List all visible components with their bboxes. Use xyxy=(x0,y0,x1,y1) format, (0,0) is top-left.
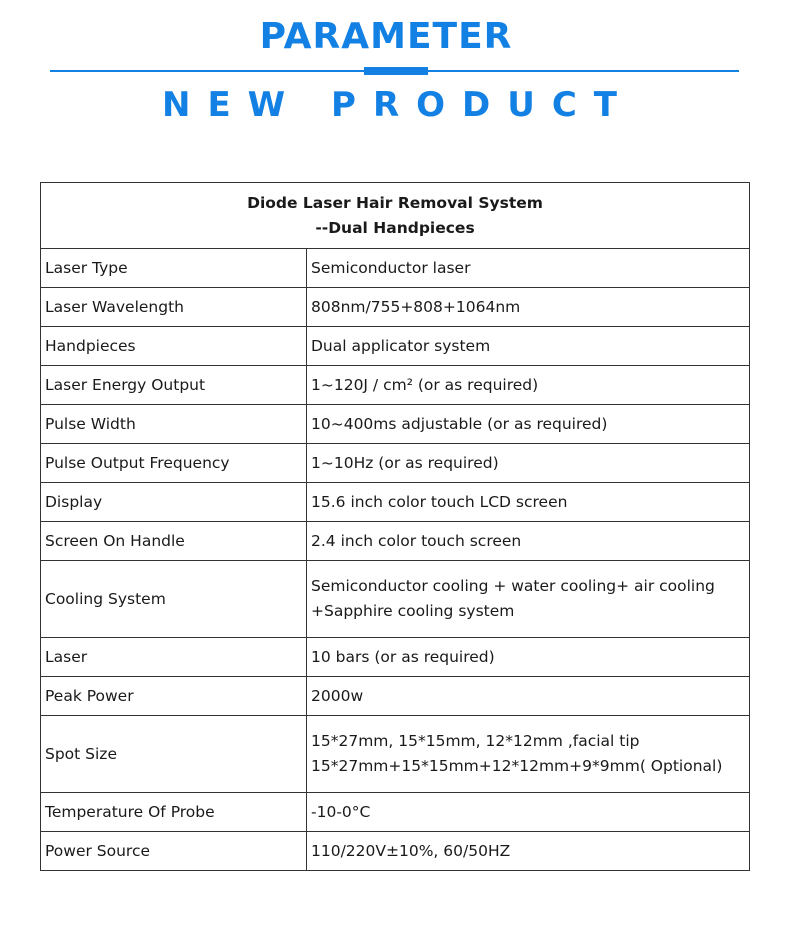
table-row xyxy=(41,638,750,677)
table-row xyxy=(41,327,750,366)
table-row xyxy=(41,716,750,793)
row-value-line: Semiconductor cooling + water cooling+ air cooling xyxy=(311,577,715,595)
table-heading-row xyxy=(41,183,750,249)
row-value-line: 15*27mm+15*15mm+12*12mm+9*9mm( Optional) xyxy=(311,757,723,775)
title-divider-accent xyxy=(364,67,428,75)
row-value xyxy=(307,288,750,327)
row-label: Spot Size xyxy=(41,716,307,793)
row-value-line: 2000w xyxy=(311,686,364,705)
row-value xyxy=(307,444,750,483)
row-value xyxy=(307,366,750,405)
row-value xyxy=(307,793,750,832)
table-row xyxy=(41,366,750,405)
row-value-line: 808nm/755+808+1064nm xyxy=(311,297,521,316)
table-row xyxy=(41,249,750,288)
table-row xyxy=(41,793,750,832)
row-value-line: -10-0°C xyxy=(311,802,371,821)
row-label: Cooling System xyxy=(41,561,307,638)
table-heading-line1: Diode Laser Hair Removal System xyxy=(247,193,543,212)
table-row xyxy=(41,832,750,871)
row-value-line: 1~120J / cm² (or as required) xyxy=(311,375,539,394)
row-value xyxy=(307,327,750,366)
row-value-line: 110/220V±10%, 60/50HZ xyxy=(311,841,511,860)
row-value-line: 10 bars (or as required) xyxy=(311,647,495,666)
table-row xyxy=(41,444,750,483)
table-row xyxy=(41,522,750,561)
row-value-line: 15.6 inch color touch LCD screen xyxy=(311,492,568,511)
row-value-line: 10~400ms adjustable (or as required) xyxy=(311,414,608,433)
row-value-line: 1~10Hz (or as required) xyxy=(311,453,499,472)
row-label: Temperature Of Probe xyxy=(41,793,307,832)
table-heading xyxy=(41,183,750,249)
row-label: Pulse Output Frequency xyxy=(41,444,307,483)
table-row xyxy=(41,405,750,444)
table-row xyxy=(41,483,750,522)
row-value xyxy=(307,522,750,561)
row-value-line: +Sapphire cooling system xyxy=(311,602,515,620)
row-value-line: Dual applicator system xyxy=(311,336,491,355)
row-value xyxy=(307,561,750,638)
row-label: Laser Energy Output xyxy=(41,366,307,405)
row-label: Laser Type xyxy=(41,249,307,288)
row-value xyxy=(307,716,750,793)
row-value-line: 2.4 inch color touch screen xyxy=(311,531,522,550)
row-value xyxy=(307,832,750,871)
row-label: Power Source xyxy=(41,832,307,871)
row-label: Pulse Width xyxy=(41,405,307,444)
row-label: Laser xyxy=(41,638,307,677)
specification-rows xyxy=(41,249,750,871)
row-label: Peak Power xyxy=(41,677,307,716)
row-value xyxy=(307,405,750,444)
table-row xyxy=(41,288,750,327)
table-heading-line2: --Dual Handpieces xyxy=(315,218,475,237)
row-value-line: 15*27mm, 15*15mm, 12*12mm ,facial tip xyxy=(311,732,640,750)
specification-table xyxy=(40,182,750,871)
row-label: Handpieces xyxy=(41,327,307,366)
page-subtitle: NEW PRODUCT xyxy=(162,85,634,125)
row-label: Laser Wavelength xyxy=(41,288,307,327)
row-label: Screen On Handle xyxy=(41,522,307,561)
table-row xyxy=(41,677,750,716)
row-label: Display xyxy=(41,483,307,522)
row-value-line: Semiconductor laser xyxy=(311,258,471,277)
row-value xyxy=(307,249,750,288)
table-row xyxy=(41,561,750,638)
page-title: PARAMETER xyxy=(259,16,513,57)
row-value xyxy=(307,483,750,522)
row-value xyxy=(307,677,750,716)
row-value xyxy=(307,638,750,677)
